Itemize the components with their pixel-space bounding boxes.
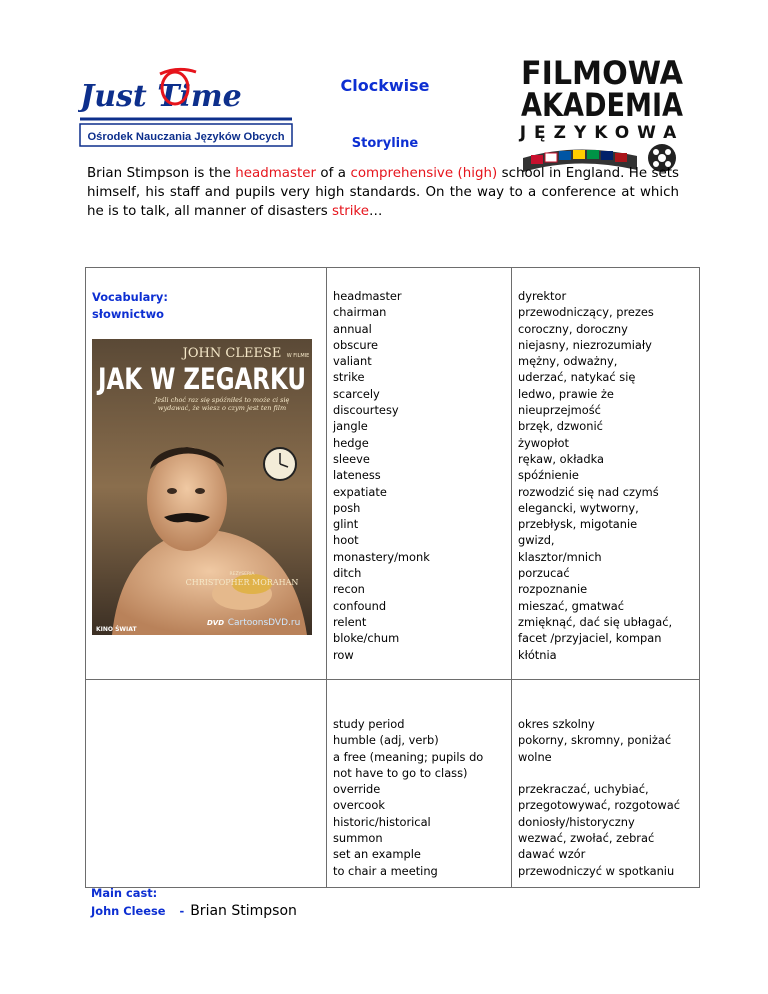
storyline-paragraph — [87, 164, 679, 221]
vocab-entry: wezwać, zwołać, zebrać — [518, 831, 655, 846]
vocab-entry: humble (adj, verb) — [333, 733, 439, 748]
vocab-entry: hedge — [333, 435, 369, 450]
poster-format: DVD — [207, 619, 225, 627]
vocab-entry: kłótnia — [518, 647, 557, 662]
cast-role: Brian Stimpson — [190, 903, 297, 919]
poster-actor-suffix: W FILMIE — [286, 353, 310, 359]
logo-brand-text: Just Time — [80, 79, 242, 114]
storyline-text: … — [368, 204, 383, 219]
vocab-entry: scarcely — [333, 386, 380, 401]
vocab-entry: doniosły/historyczny — [518, 814, 635, 829]
vocab-entry: chairman — [333, 305, 387, 320]
vocab-entry: relent — [333, 614, 367, 629]
terms-list — [327, 268, 511, 663]
vocab-entry: a free (meaning; pupils do not have to go to class) — [333, 749, 484, 780]
vocab-entry: row — [333, 647, 354, 662]
storyline-highlight: headmaster — [235, 166, 316, 181]
vocab-entry: set an example — [333, 847, 421, 862]
vocab-entry: posh — [333, 500, 361, 515]
terms-cell — [327, 680, 512, 888]
poster-actor: JOHN CLEESE — [182, 346, 282, 361]
vocab-entry: ditch — [333, 566, 362, 581]
vocab-entry: facet /przyjaciel, kompan — [518, 631, 662, 646]
storyline-highlight: strike — [331, 204, 369, 219]
vocab-entry: zmięknąć, dać się ubłagać, — [518, 614, 673, 629]
vocab-entry: hoot — [333, 533, 359, 548]
vocab-entry: przewodniczyć w spotkaniu — [518, 863, 675, 878]
translations-cell — [512, 268, 700, 680]
vocab-entry: historic/historical — [333, 814, 431, 829]
vocab-entry: override — [333, 782, 381, 797]
vocab-entry: sleeve — [333, 451, 370, 466]
vocab-entry: niejasny, niezrozumiały — [518, 337, 652, 352]
vocab-entry: jangle — [333, 419, 368, 434]
vocab-entry: obscure — [333, 337, 379, 352]
storyline-highlight: comprehensive (high) — [350, 166, 498, 181]
translations-list — [512, 680, 699, 879]
logo-line2: AKADEMIA — [521, 86, 684, 124]
vocab-entry: annual — [333, 321, 372, 336]
vocab-entry: to chair a meeting — [333, 863, 438, 878]
vocab-entry: klasztor/mnich — [518, 549, 602, 564]
vocab-entry: przebłysk, migotanie — [518, 517, 638, 532]
poster-distributor: KINO ŚWIAT — [96, 626, 137, 633]
just-time-logo — [78, 66, 294, 156]
vocab-entry: rozwodzić się nad czymś — [518, 484, 659, 499]
vocab-entry: headmaster — [333, 289, 402, 303]
logo-line3: JĘZYKOWA — [519, 123, 685, 143]
translations-cell — [512, 680, 700, 888]
filmowa-akademia-logo — [517, 50, 687, 175]
vocab-entry: okres szkolny — [518, 717, 595, 731]
storyline-text: school in England. He sets himself, his staff and pupils very high standards. On the way to a conference at which he is to talk, all manner of disasters — [87, 166, 679, 219]
poster-tagline: Jeśli choć raz się spóźniłeś to może ci się wydawać, że wiesz o czym jest ten film — [154, 396, 290, 412]
terms-cell — [327, 268, 512, 680]
logo-subtitle-text: Ośrodek Nauczania Języków Obcych — [87, 131, 285, 143]
vocab-entry: przewodniczący, prezes — [518, 305, 654, 320]
cast-actor: John Cleese — [91, 904, 166, 918]
storyline-text: of a — [315, 166, 351, 181]
logo-line1: FILMOWA — [521, 54, 684, 92]
vocab-entry: valiant — [333, 354, 372, 369]
cast-heading: Main cast: — [91, 886, 158, 900]
vocab-entry: mieszać, gmatwać — [518, 598, 624, 613]
vocab-entry: rękaw, okładka — [518, 451, 605, 466]
vocab-entry: mężny, odważny, — [518, 354, 618, 369]
cast-dash: - — [179, 904, 185, 918]
document-title: Clockwise — [340, 76, 430, 95]
poster-director: CHRISTOPHER MORAHAN — [185, 578, 299, 587]
vocab-entry: brzęk, dzwonić — [518, 419, 603, 434]
vocabulary-heading-pl: słownictwo — [92, 307, 164, 321]
vocab-entry: recon — [333, 582, 365, 597]
vocab-entry: przekraczać, uchybiać, — [518, 782, 649, 797]
terms-list — [327, 680, 511, 879]
vocab-entry: expatiate — [333, 484, 387, 499]
vocab-entry: gwizd, — [518, 533, 555, 548]
vocab-entry: nieuprzejmość — [518, 403, 601, 418]
vocab-entry: strike — [333, 370, 365, 385]
vocabulary-heading: Vocabulary: — [92, 290, 168, 304]
vocab-entry: przegotowywać, rozgotować — [518, 798, 680, 813]
vocab-entry: żywopłot — [518, 435, 569, 450]
vocab-entry: wolne — [518, 749, 552, 764]
vocab-entry: monastery/monk — [333, 549, 430, 564]
vocab-entry: rozpoznanie — [518, 582, 588, 597]
vocab-entry: glint — [333, 517, 359, 532]
vocab-entry: study period — [333, 717, 405, 731]
empty-cell — [86, 680, 327, 888]
vocab-entry: summon — [333, 831, 383, 846]
poster-watermark: CartoonsDVD.ru — [227, 618, 301, 628]
vocab-entry: confound — [333, 598, 387, 613]
poster-title: JAK W ZEGARKU — [96, 362, 307, 396]
vocab-entry: coroczny, doroczny — [518, 321, 628, 336]
vocab-entry: overcook — [333, 798, 385, 813]
vocab-entry: porzucać — [518, 566, 570, 581]
vocab-entry: bloke/chum — [333, 631, 400, 646]
poster-director-label: REŻYSERIA — [229, 572, 255, 577]
vocab-entry: lateness — [333, 468, 381, 483]
vocab-entry: uderzać, natykać się — [518, 370, 636, 385]
vocab-entry: spóźnienie — [518, 468, 579, 483]
vocab-entry: dyrektor — [518, 289, 567, 303]
storyline-heading: Storyline — [351, 136, 419, 151]
vocab-entry: discourtesy — [333, 403, 399, 418]
cast-line — [91, 903, 297, 919]
vocab-entry: ledwo, prawie że — [518, 386, 614, 401]
storyline-text: Brian Stimpson is the — [87, 166, 236, 181]
vocab-entry: dawać wzór — [518, 847, 586, 862]
movie-poster — [92, 339, 312, 635]
vocab-entry: elegancki, wytworny, — [518, 500, 639, 515]
translations-list — [512, 268, 699, 663]
vocab-entry — [518, 765, 693, 781]
vocab-entry: pokorny, skromny, poniżać — [518, 733, 672, 748]
